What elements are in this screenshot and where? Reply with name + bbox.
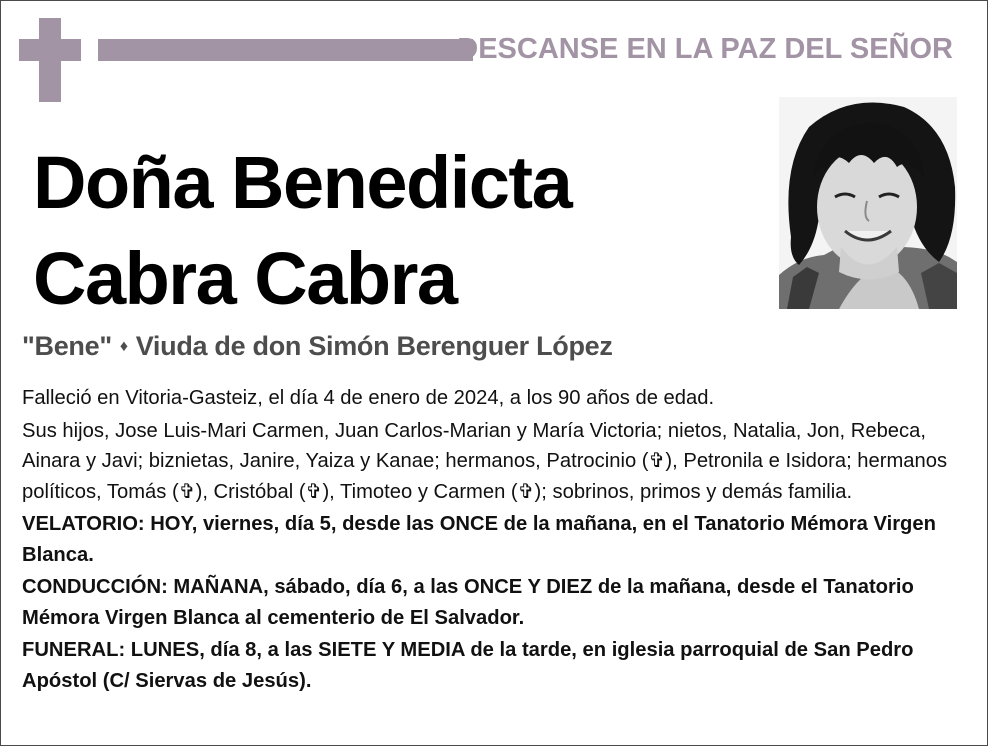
deceased-name [33, 135, 571, 327]
name-line-2: Cabra Cabra [33, 237, 457, 320]
portrait-photo [779, 97, 957, 309]
funeral-info: FUNERAL: LUNES, día 8, a las SIETE Y MEDIA de la tarde, en iglesia parroquial de San Pedro Apóstol (C/ Siervas de Jesús). [22, 639, 914, 692]
notice-body [22, 383, 967, 698]
header-band [98, 39, 473, 61]
subtitle [22, 331, 613, 362]
diamond-separator-icon: ♦ [119, 338, 128, 355]
family-list: Sus hijos, Jose Luis-Mari Carmen, Juan Carlos-Marian y María Victoria; nietos, Natalia, Jon, Rebeca, Ainara y Javi; biznietas, Janire, Yaiza y Kanae; hermanos, Patrocinio (✞), Petronila e Isidora; hermanos políticos, Tomás (✞), Cristóbal (✞), Timoteo y Carmen (✞); sobrinos, primos y demás familia. [22, 419, 948, 503]
conduccion-info: CONDUCCIÓN: MAÑANA, sábado, día 6, a las ONCE Y DIEZ de la mañana, desde el Tanatorio Mémora Virgen Blanca al cementerio de El Salvador. [22, 576, 914, 629]
widow-of: Viuda de don Simón Berenguer López [135, 331, 613, 361]
header-title: DESCANSE EN LA PAZ DEL SEÑOR [457, 33, 953, 65]
velatorio-info: VELATORIO: HOY, viernes, día 5, desde las ONCE de la mañana, en el Tanatorio Mémora Virgen Blanca. [22, 513, 936, 566]
nickname: "Bene" [22, 331, 112, 361]
death-notice: Falleció en Vitoria-Gasteiz, el día 4 de enero de 2024, a los 90 años de edad. [22, 387, 715, 409]
cross-icon-bar [19, 39, 81, 61]
name-line-1: Doña Benedicta [33, 141, 572, 224]
